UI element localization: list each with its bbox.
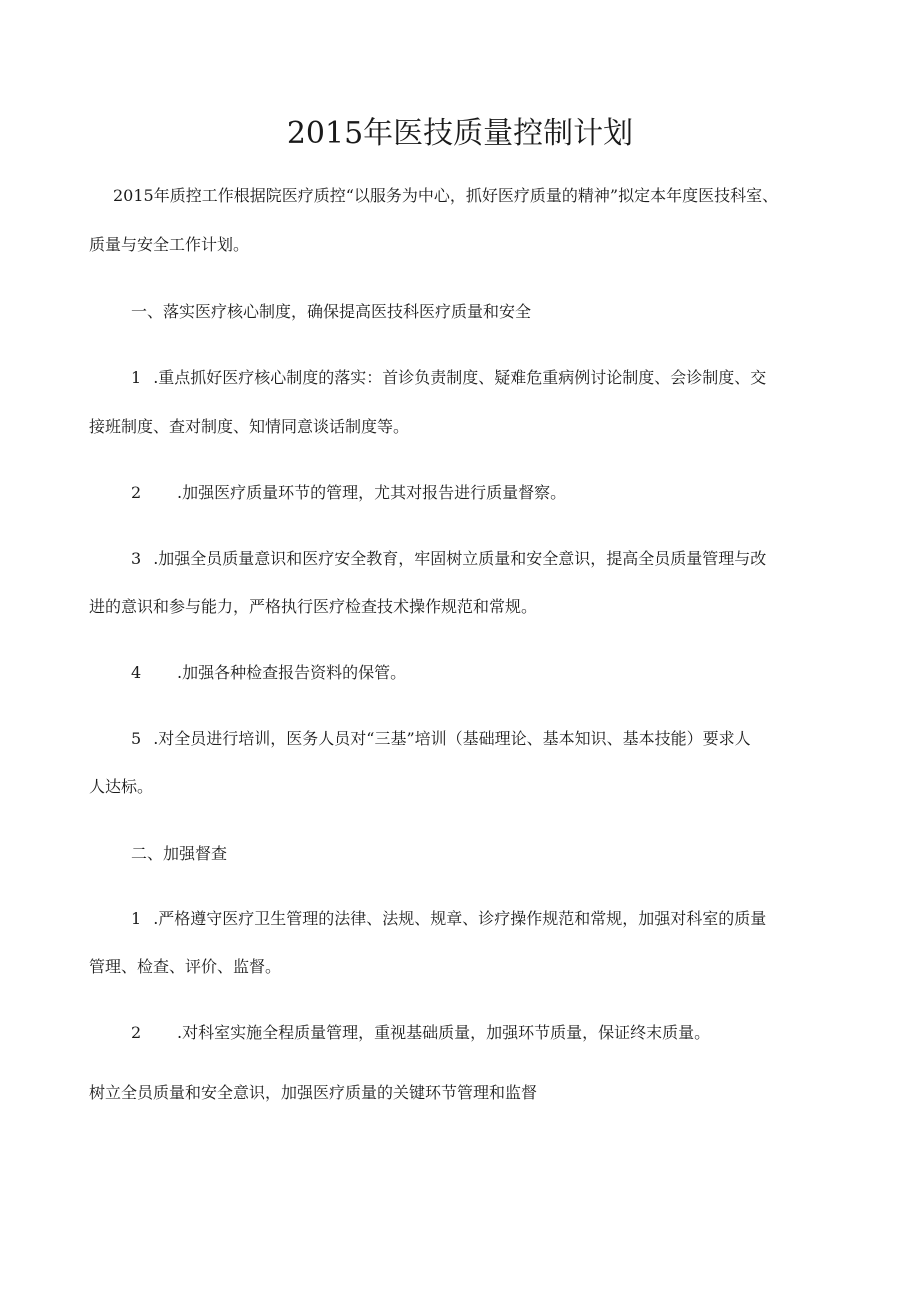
s2-item-1-text: .严格遵守医疗卫生管理的法律、法规、规章、诊疗操作规范和常规，加强对科室的质量 (153, 909, 767, 928)
s1-item-3-text: .加强全员质量意识和医疗安全教育，牢固树立质量和安全意识，提高全员质量管理与改 (153, 549, 767, 568)
s1-item-5-number: 5 (131, 729, 142, 748)
section-2-heading: 二、加强督查 (131, 844, 228, 863)
s1-item-1-continuation: 接班制度、查对制度、知情同意谈话制度等。 (89, 417, 410, 436)
s1-item-3-number: 3 (131, 549, 142, 568)
intro-line-1: 2015年质控工作根据院医疗质控“以服务为中心，抓好医疗质量的精神”拟定本年度医技科室、 (113, 186, 779, 205)
document-title: 2015年医技质量控制计划 (286, 116, 634, 151)
intro-line-2: 质量与安全工作计划。 (89, 235, 250, 254)
s1-item-2-text: .加强医疗质量环节的管理，尤其对报告进行质量督察。 (177, 483, 567, 502)
s1-item-5-text: .对全员进行培训，医务人员对“三基”培训（基础理论、基本知识、基本技能）要求人 (153, 729, 751, 748)
s1-item-3 (131, 549, 766, 569)
s1-item-3-continuation: 进的意识和参与能力，严格执行医疗检查技术操作规范和常规。 (89, 597, 538, 616)
s1-item-1-text: .重点抓好医疗核心制度的落实：首诊负责制度、疑难危重病例讨论制度、会诊制度、交 (153, 368, 767, 387)
s1-item-4-text: .加强各种检查报告资料的保管。 (177, 663, 407, 682)
s1-item-2-number: 2 (131, 483, 142, 502)
s1-item-1-number: 1 (131, 368, 142, 387)
s1-item-5 (131, 729, 751, 749)
s2-item-2 (131, 1023, 710, 1043)
s2-item-1-continuation: 管理、检查、评价、监督。 (89, 957, 282, 976)
s1-item-5-continuation: 人达标。 (89, 777, 154, 796)
section-1-heading: 一、落实医疗核心制度，确保提高医技科医疗质量和安全 (131, 302, 532, 321)
s2-item-2-number: 2 (131, 1023, 142, 1042)
s1-item-1 (131, 368, 766, 388)
s1-item-4-number: 4 (131, 663, 142, 682)
s1-item-2 (131, 483, 566, 503)
s2-item-1-number: 1 (131, 909, 142, 928)
s2-item-1 (131, 909, 766, 929)
s1-item-4 (131, 663, 406, 683)
s2-item-2-text: .对科室实施全程质量管理，重视基础质量，加强环节质量，保证终末质量。 (177, 1023, 711, 1042)
closing-line: 树立全员质量和安全意识，加强医疗质量的关键环节管理和监督 (89, 1083, 538, 1102)
